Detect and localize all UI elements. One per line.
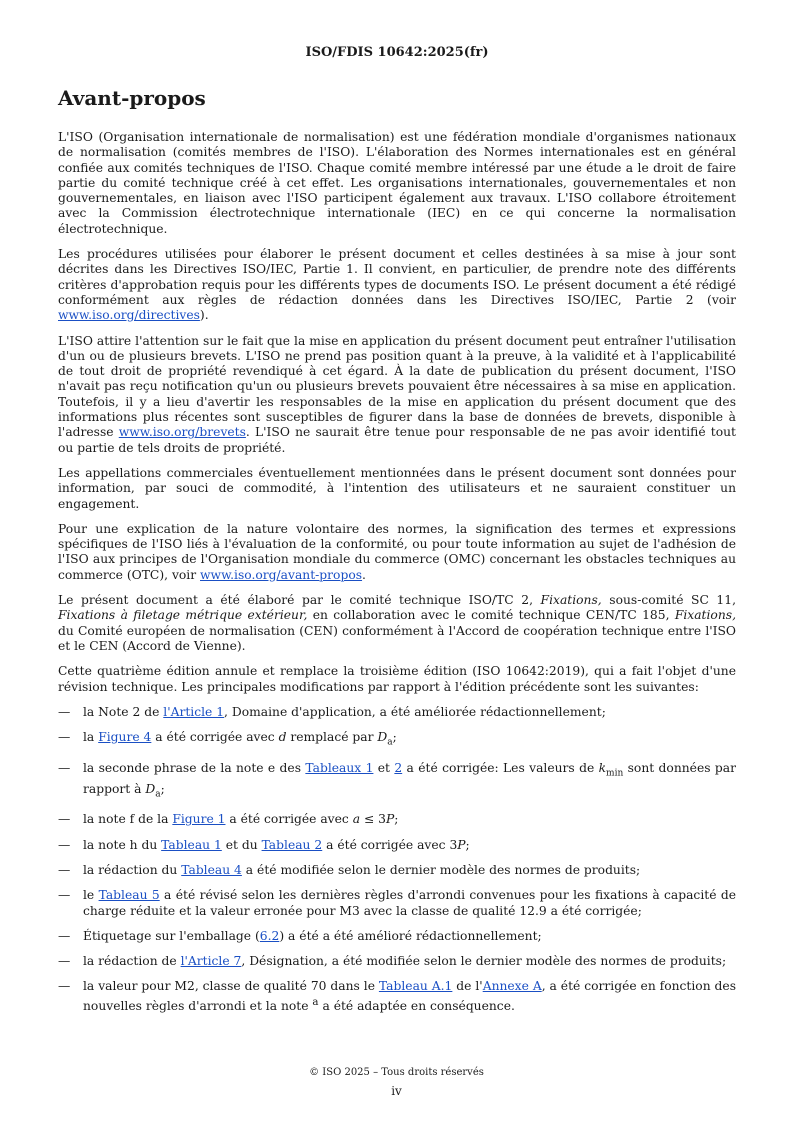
list-item: — Étiquetage sur l'emballage (6.2) a été a été amélioré rédactionnellement; [58,928,542,943]
link-6-2[interactable]: 6.2 [259,928,280,943]
link-tableau-4[interactable]: Tableau 4 [181,862,242,877]
link-tableau-2[interactable]: 2 [394,760,403,775]
link-figure-1[interactable]: Figure 1 [172,812,226,827]
changes-list [58,705,736,1014]
paragraph-procedures: Les procédures utilisées pour élaborer le présent document et celles destinées à sa mise à jour sont décrites dans les Directives ISO/IEC, Partie 1. Il convient, en particulier, de prendre note des différents critères d'approbation requis pour les différents types de documents ISO. Le présent document a été rédigé conformément aux règles de rédaction données dans les Directives ISO/IEC, Partie 2 (voir www.iso.org/directives). [58,247,736,323]
link-article-1[interactable]: l'Article 1 [163,704,225,719]
paragraph-voluntary: Pour une explication de la nature volontaire des normes, la signification des termes et expressions spécifiques de l'ISO liés à l'évaluation de la conformité, ou pour toute information au sujet de l'adhésion de l'ISO aux principes de l'Organisation mondiale du commerce (OMC) concernant les obstacles techniques au commerce (OTC), voir www.iso.org/avant-propos. [58,521,736,582]
link-tableau-5[interactable]: Tableau 5 [98,888,160,903]
link-avant-propos[interactable]: www.iso.org/avant-propos [200,567,363,582]
paragraph-iso-intro: L'ISO (Organisation internationale de normalisation) est une fédération mondiale d'organismes nationaux de normalisation (comités membres de l'ISO). L'élaboration des Normes internationales est en général confiée aux comités techniques de l'ISO. Chaque comité membre intéressé par une étude a le droit de faire partie du comité technique créé à cet effet. Les organisations internationales, gouvernementales et non gouvernementales, en liaison avec l'ISO participent également aux travaux. L'ISO collabore étroitement avec la Commission électrotechnique internationale (IEC) en ce qui concerne la normalisation électrotechnique. [58,130,736,236]
list-item: — la rédaction de l'Article 7, Désignation, a été modifiée selon le dernier modèle des normes de produits; [58,954,727,969]
link-tableau-2b[interactable]: Tableau 2 [261,837,323,852]
list-item: — la note f de la Figure 1 a été corrigée avec a ≤ 3P; [58,812,399,827]
copyright-footer: © ISO 2025 – Tous droits réservés [309,1067,484,1078]
link-annexe-a[interactable]: Annexe A [482,979,542,994]
list-item: — la seconde phrase de la note e des Tableaux 1 et 2 a été corrigée: Les valeurs de $k_{min}$ sont données par rapport à $D_a$; [58,760,736,800]
link-tableau-1[interactable]: Tableau 1 [161,837,222,852]
page-number: iv [391,1084,402,1098]
link-brevets[interactable]: www.iso.org/brevets [118,425,246,440]
paragraph-edition: Cette quatrième édition annule et remplace la troisième édition (ISO 10642:2019), qui a fait l'objet d'une révision technique. Les principales modifications par rapport à l'édition précédente sont les suivantes: [58,664,736,694]
foreword-body [58,130,736,1024]
page-title: Avant-propos [58,86,206,110]
list-item: — la rédaction du Tableau 4 a été modifiée selon le dernier modèle des normes de produits; [58,862,641,877]
paragraph-patents: L'ISO attire l'attention sur le fait que la mise en application du présent document peut entraîner l'utilisation d'un ou de plusieurs brevets. L'ISO ne prend pas position quant à la preuve, à la validité et à l'applicabilité de tout droit de propriété revendiqué à cet égard. À la date de publication du présent document, l'ISO n'avait pas reçu notification qu'un ou plusieurs brevets pouvaient être nécessaires à sa mise en application. Toutefois, il y a lieu d'avertir les responsables de la mise en application du présent document que des informations plus récentes sont susceptibles de figurer dans la base de données de brevets, disponible à l'adresse www.iso.org/brevets. L'ISO ne saurait être tenue pour responsable de ne pas avoir identifié tout ou partie de tels droits de propriété. [58,333,736,455]
link-article-7[interactable]: l'Article 7 [180,954,242,969]
link-tableau-a1[interactable]: Tableau A.1 [378,979,453,994]
list-item: — la Figure 4 a été corrigée avec d remplacé par $D_a$; [58,730,397,748]
paragraph-trade-names: Les appellations commerciales éventuellement mentionnées dans le présent document sont données pour information, par souci de commodité, à l'intention des utilisateurs et ne sauraient constituer un engagement. [58,465,736,511]
link-tableaux-1[interactable]: Tableaux 1 [305,760,374,775]
paragraph-committee: Le présent document a été élaboré par le comité technique ISO/TC 2, Fixations, sous-comité SC 11, Fixations à filetage métrique extérieur, en collaboration avec le comité technique CEN/TC 185, Fixations, du Comité européen de normalisation (CEN) conformément à l'Accord de coopération technique entre l'ISO et le CEN (Accord de Vienne). [58,593,736,653]
link-directives[interactable]: www.iso.org/directives [58,308,200,323]
list-item: — la note h du Tableau 1 et du Tableau 2 a été corrigée avec 3P; [58,837,470,852]
list-item: — le Tableau 5 a été révisé selon les dernières règles d'arrondi convenues pour les fixations à capacité de charge réduite et la valeur erronée pour M3 avec la classe de qualité 12.9 a été corrigée; [58,888,736,918]
link-figure-4[interactable]: Figure 4 [98,730,152,745]
list-item: — la Note 2 de l'Article 1, Domaine d'application, a été améliorée rédactionnellement; [58,704,606,719]
document-id-header: ISO/FDIS 10642:2025(fr) [305,45,489,60]
list-item: — la valeur pour M2, classe de qualité 70 dans le Tableau A.1 de l'Annexe A, a été corrigée en fonction des nouvelles règles d'arrondi et la note $^a$ a été adaptée en conséquence. [58,979,737,1013]
